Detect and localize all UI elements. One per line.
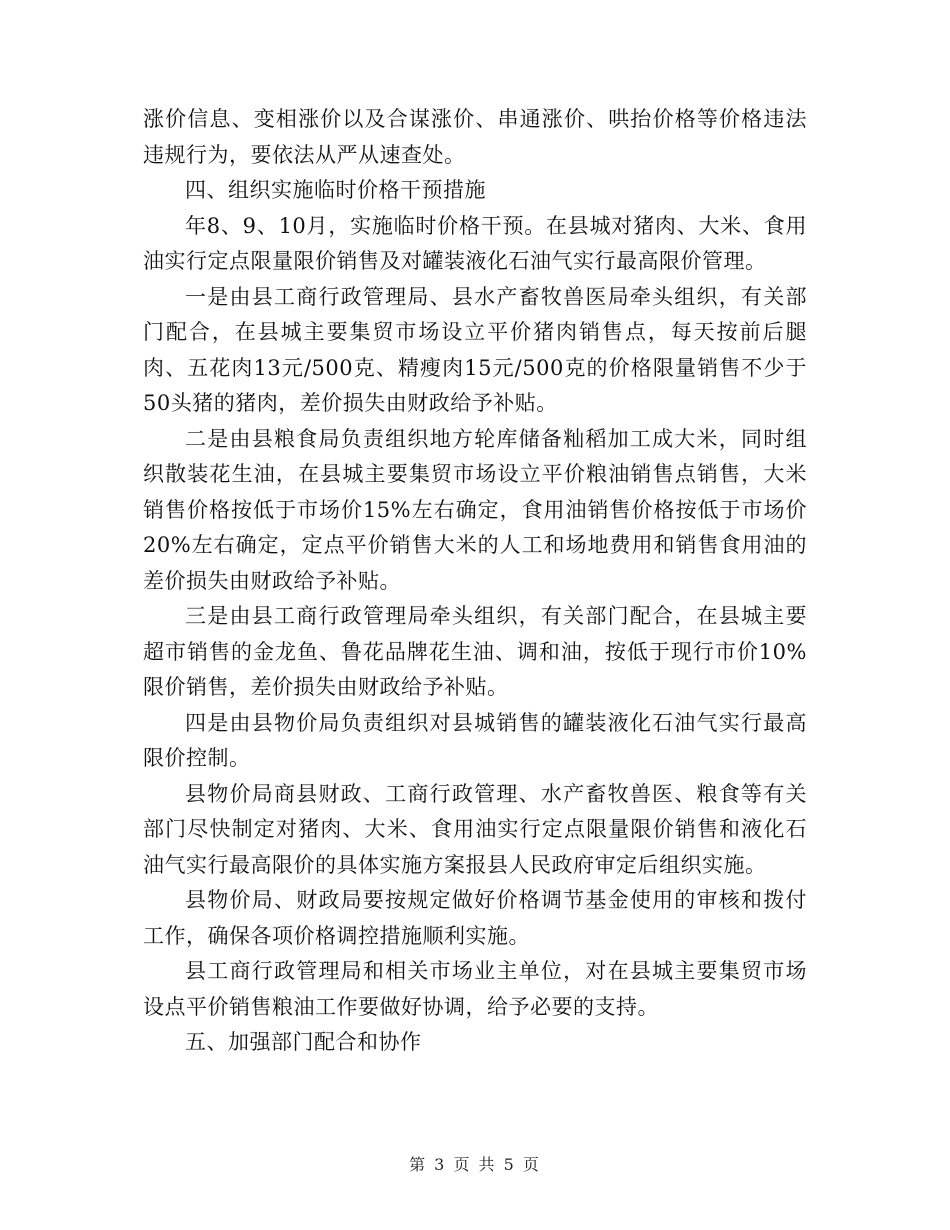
document-body: [143, 102, 807, 1061]
paragraph-5: 二是由县粮食局负责组织地方轮库储备籼稻加工成大米，同时组织散装花生油，在县城主要集贸市场设立平价粮油销售点销售，大米销售价格按低于市场价15%左右确定，食用油销售价格按低于市场价20%左右确定，定点平价销售大米的人工和场地费用和销售食用油的差价损失由财政给予补贴。: [143, 426, 807, 593]
paragraph-6: 三是由县工商行政管理局牵头组织，有关部门配合，在县城主要超市销售的金龙鱼、鲁花品牌花生油、调和油，按低于现行市价10%限价销售，差价损失由财政给予补贴。: [143, 604, 807, 699]
paragraph-9: 县物价局、财政局要按规定做好价格调节基金使用的审核和拨付工作，确保各项价格调控措施顺利实施。: [143, 888, 807, 948]
paragraph-10: 县工商行政管理局和相关市场业主单位，对在县城主要集贸市场设点平价销售粮油工作要做好协调，给予必要的支持。: [143, 959, 807, 1019]
page-number-footer: 第 3 页 共 5 页: [409, 1155, 541, 1174]
paragraph-8: 县物价局商县财政、工商行政管理、水产畜牧兽医、粮食等有关部门尽快制定对猪肉、大米、食用油实行定点限量限价销售和液化石油气实行最高限价的具体实施方案报县人民政府审定后组织实施。: [143, 781, 807, 877]
paragraph-4: 一是由县工商行政管理局、县水产畜牧兽医局牵头组织，有关部门配合，在县城主要集贸市场设立平价猪肉销售点，每天按前后腿肉、五花肉13元/500克、精瘦肉15元/500克的价格限量销售不少于50头猪的猪肉，差价损失由财政给予补贴。: [143, 284, 807, 415]
paragraph-1: 涨价信息、变相涨价以及合谋涨价、串通涨价、哄抬价格等价格违法违规行为，要依法从严从速查处。: [143, 107, 807, 167]
paragraph-3: 年8、9、10月，实施临时价格干预。在县城对猪肉、大米、食用油实行定点限量限价销售及对罐装液化石油气实行最高限价管理。: [143, 213, 807, 273]
section-heading-5: 五、加强部门配合和协作: [185, 1030, 422, 1054]
paragraph-7: 四是由县物价局负责组织对县城销售的罐装液化石油气实行最高限价控制。: [143, 710, 807, 770]
section-heading-4: 四、组织实施临时价格干预措施: [185, 178, 486, 202]
